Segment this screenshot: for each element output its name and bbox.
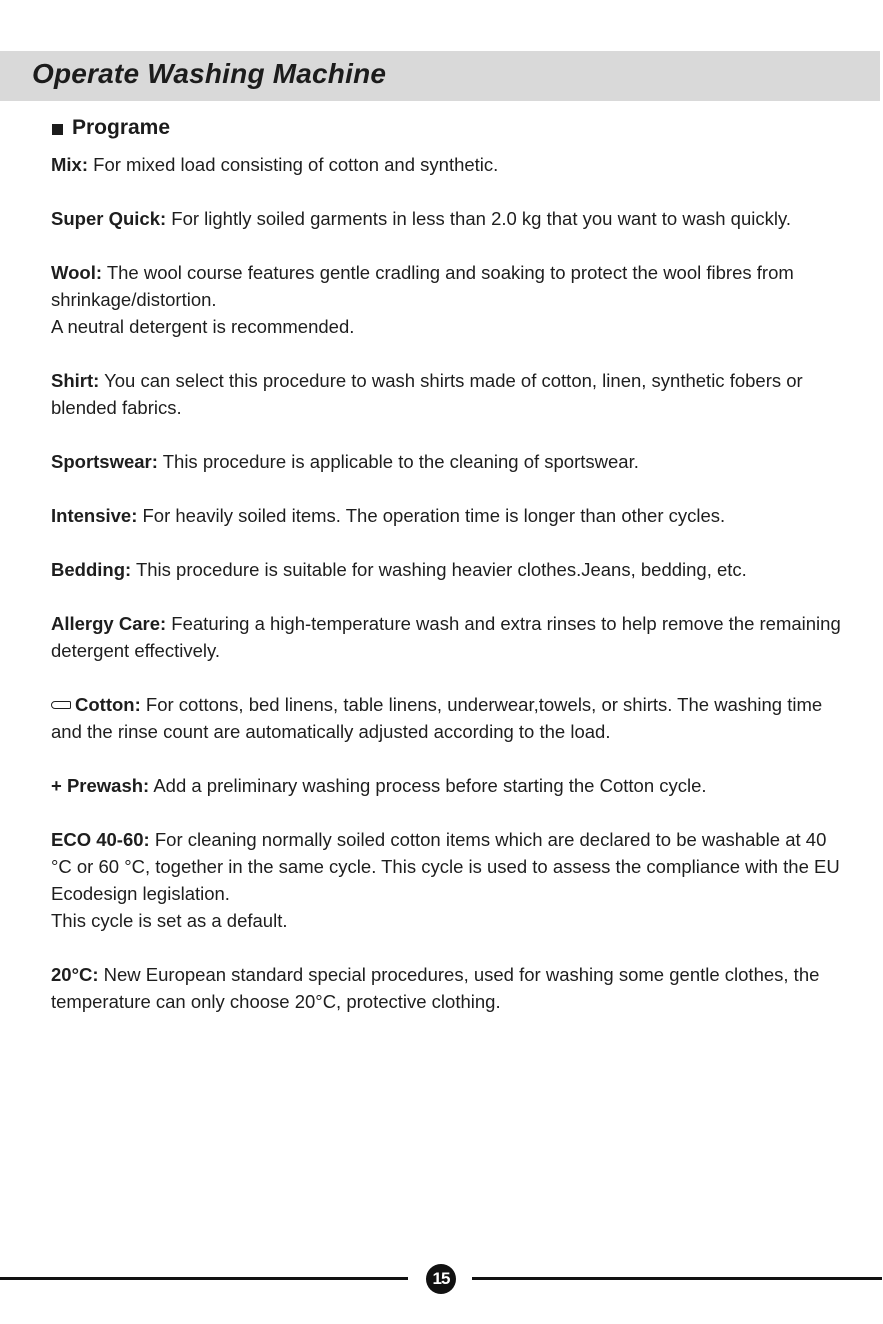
program-name: Super Quick:	[51, 208, 167, 229]
section-heading	[52, 116, 170, 140]
program-note: This cycle is set as a default.	[51, 910, 288, 931]
program-description: New European standard special procedures, used for washing some gentle clothes, the temperature can only choose 20°C, protective clothing.	[51, 964, 820, 1012]
program-description: This procedure is applicable to the cleaning of sportswear.	[157, 451, 639, 472]
page-number-badge: 15	[426, 1264, 456, 1294]
program-description: You can select this procedure to wash shirts made of cotton, linen, synthetic fobers or blended fabrics.	[51, 370, 803, 418]
program-description: For heavily soiled items. The operation time is longer than other cycles.	[137, 505, 726, 526]
program-name: Sportswear:	[51, 451, 158, 472]
program-sportswear	[51, 448, 841, 475]
square-bullet-icon	[52, 124, 63, 135]
program-description: Featuring a high-temperature wash and extra rinses to help remove the remaining detergent effectively.	[51, 613, 841, 661]
program-description: For cleaning normally soiled cotton items which are declared to be washable at 40 °C or 60 °C, together in the same cycle. This cycle is used to assess the compliance with the EU Ecodesign legislation.	[51, 829, 840, 904]
program-description: For mixed load consisting of cotton and synthetic.	[88, 154, 499, 175]
section-heading-label: Programe	[72, 116, 171, 139]
cotton-load-icon	[51, 701, 71, 709]
program-prewash	[51, 772, 841, 799]
program-name: + Prewash:	[51, 775, 150, 796]
program-name: Cotton:	[75, 694, 141, 715]
program-description: For lightly soiled garments in less than 2.0 kg that you want to wash quickly.	[166, 208, 791, 229]
program-super-quick	[51, 205, 841, 232]
program-description: This procedure is suitable for washing heavier clothes.Jeans, bedding, etc.	[131, 559, 747, 580]
program-shirt	[51, 367, 841, 421]
program-name: Intensive:	[51, 505, 138, 526]
program-name: 20°C:	[51, 964, 99, 985]
program-wool	[51, 259, 841, 340]
program-mix	[51, 151, 841, 178]
program-name: Wool:	[51, 262, 103, 283]
program-description: Add a preliminary washing process before starting the Cotton cycle.	[149, 775, 707, 796]
program-cotton	[51, 691, 841, 745]
program-eco-40-60	[51, 826, 841, 934]
program-allergy-care	[51, 610, 841, 664]
program-name: Mix:	[51, 154, 88, 175]
page-title: Operate Washing Machine	[32, 58, 387, 89]
program-name: Allergy Care:	[51, 613, 167, 634]
program-description: The wool course features gentle cradling and soaking to protect the wool fibres from shrinkage/distortion.	[51, 262, 794, 310]
program-20c	[51, 961, 841, 1015]
program-description: For cottons, bed linens, table linens, underwear,towels, or shirts. The washing time and the rinse count are automatically adjusted according to the load.	[51, 694, 823, 742]
program-list	[51, 151, 841, 1042]
program-note: A neutral detergent is recommended.	[51, 316, 355, 337]
program-bedding	[51, 556, 841, 583]
program-name: Bedding:	[51, 559, 132, 580]
program-intensive	[51, 502, 841, 529]
footer-rule-right	[472, 1277, 882, 1280]
program-name: ECO 40-60:	[51, 829, 150, 850]
footer-rule-left	[0, 1277, 408, 1280]
program-name: Shirt:	[51, 370, 100, 391]
